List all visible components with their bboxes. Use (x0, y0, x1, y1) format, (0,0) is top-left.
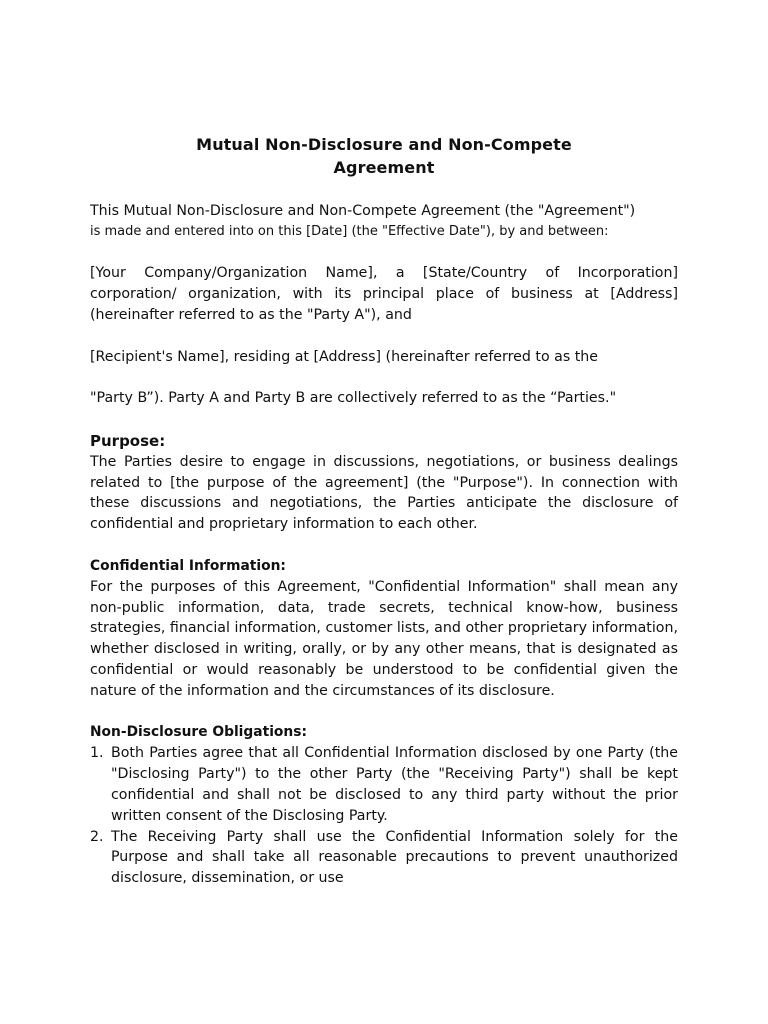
obligations-heading: Non-Disclosure Obligations: (90, 724, 307, 741)
confidential-heading: Confidential Information: (90, 557, 286, 574)
list-item-number: 1. (90, 745, 104, 762)
document-page (90, 133, 678, 889)
title-line-2: Agreement (333, 158, 435, 177)
party-b-line-1: [Recipient's Name], residing at [Address] (hereinafter referred to as the (90, 348, 599, 365)
list-item-text: The Receiving Party shall use the Confidential Information solely for the Purpose and shall take all reasonable precautions to prevent unauthorized disclosure, dissemination, or use (111, 828, 678, 887)
title-line-1: Mutual Non-Disclosure and Non-Compete (196, 135, 572, 154)
list-item-text: Both Parties agree that all Confidential Information disclosed by one Party (the "Disclosing Party") to the other Party (the "Receiving Party") shall be kept confidential and shall not be disclosed to any third party without the prior written consent of the Disclosing Party. (111, 745, 678, 824)
party-a-paragraph: [Your Company/Organization Name], a [State/Country of Incorporation] corporation/ organization, with its principal place of business at [Address] (hereinafter referred to as the "Party A"), and (90, 265, 678, 323)
confidential-body: For the purposes of this Agreement, "Confidential Information" shall mean any non-public information, data, trade secrets, technical know-how, business strategies, financial information, customer lists, and other proprietary information, whether disclosed in writing, orally, or by any other means, that is designated as confidential or would reasonably be understood to be confidential given the nature of the information and the circumstances of its disclosure. (90, 578, 678, 699)
list-item-number: 2. (90, 828, 104, 845)
document-title (90, 133, 678, 179)
intro-line-2: is made and entered into on this [Date] (the "Effective Date"), by and between: (90, 223, 609, 239)
list-item (90, 743, 678, 826)
purpose-heading: Purpose: (90, 431, 166, 450)
purpose-body: The Parties desire to engage in discussions, negotiations, or business dealings related to [the purpose of the agreement] (the "Purpose"). In connection with these discussions and negotiations, the Parties anticipate the disclosure of confidential and proprietary information to each other. (90, 453, 678, 533)
list-item (90, 827, 678, 889)
obligations-list (90, 743, 678, 889)
intro-line-1: This Mutual Non-Disclosure and Non-Compete Agreement (the "Agreement") (90, 203, 636, 219)
party-b-line-2: "Party B”). Party A and Party B are collectively referred to as the “Parties." (90, 390, 617, 407)
